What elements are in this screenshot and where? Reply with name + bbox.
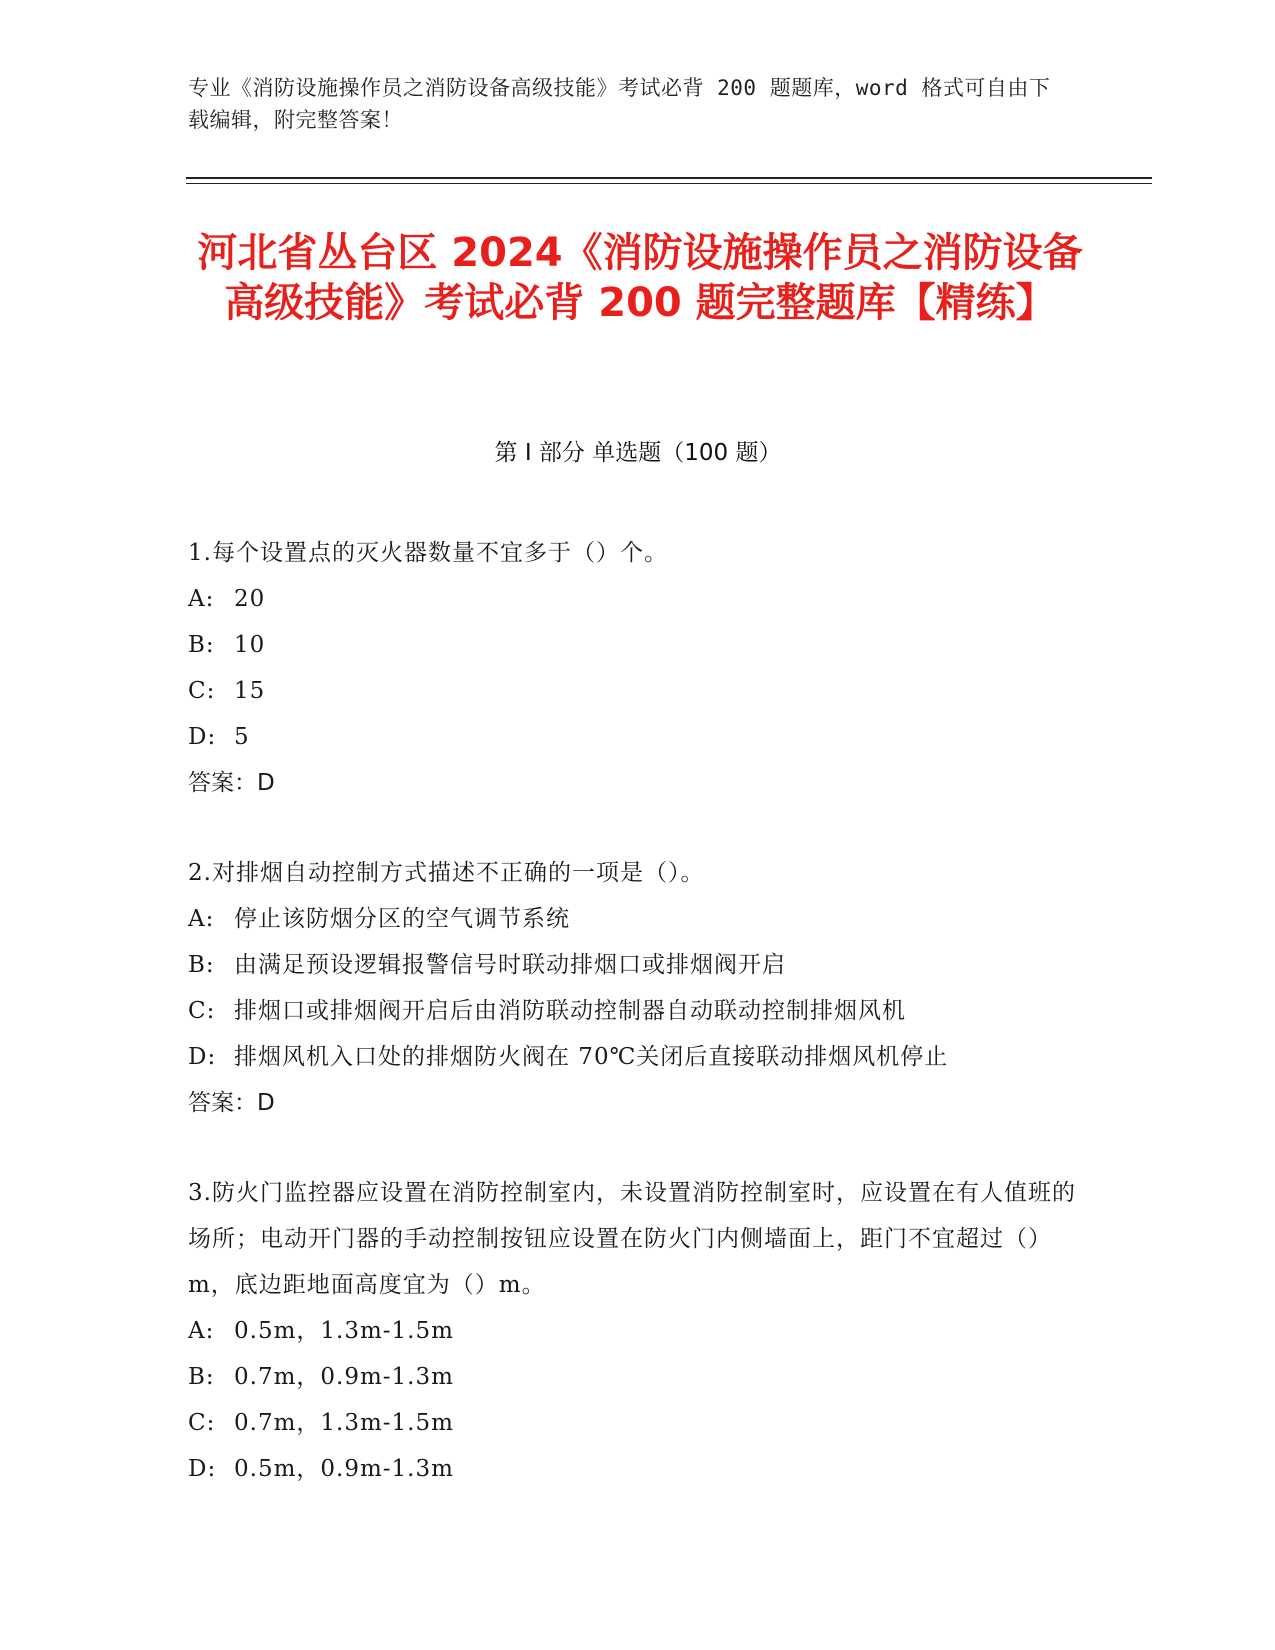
option-d	[188, 1034, 1088, 1080]
header-rule-thick	[186, 177, 1152, 179]
option-text: 0.7m，1.3m-1.5m	[234, 1410, 454, 1436]
option-a	[188, 896, 1088, 942]
question-stem: 2.对排烟自动控制方式描述不正确的一项是（）。	[188, 860, 705, 886]
option-a	[188, 576, 1088, 622]
option-letter: D:	[188, 724, 217, 750]
option-text: 排烟风机入口处的排烟防火阀在 70℃关闭后直接联动排烟风机停止	[234, 1044, 949, 1070]
option-b	[188, 622, 1088, 668]
option-c	[188, 988, 1088, 1034]
option-letter: C:	[188, 998, 216, 1024]
option-text: 5	[234, 724, 250, 750]
option-letter: B:	[188, 1364, 215, 1390]
header-rule-thin	[186, 183, 1152, 184]
option-b	[188, 1354, 1088, 1400]
option-text: 0.7m，0.9m-1.3m	[234, 1364, 454, 1390]
option-letter: A:	[188, 906, 215, 932]
answer: 答案：D	[188, 770, 275, 796]
question-list	[188, 530, 1088, 1492]
option-text: 停止该防烟分区的空气调节系统	[234, 906, 570, 932]
option-text: 20	[234, 586, 266, 612]
option-d	[188, 714, 1088, 760]
option-text: 15	[234, 678, 266, 704]
question-3	[188, 1170, 1088, 1492]
document-title: 河北省丛台区 2024《消防设施操作员之消防设备高级技能》考试必背 200 题完整题库【精练】	[197, 230, 1083, 326]
intro-text: 专业《消防设施操作员之消防设备高级技能》考试必背 200 题题库，word 格式可自由下载编辑，附完整答案！	[188, 76, 1051, 132]
option-text: 排烟口或排烟阀开启后由消防联动控制器自动联动控制排烟风机	[234, 998, 906, 1024]
answer: 答案：D	[188, 1090, 275, 1116]
option-letter: A:	[188, 1318, 215, 1344]
option-letter: B:	[188, 952, 215, 978]
option-text: 0.5m，1.3m-1.5m	[234, 1318, 454, 1344]
question-stem: 3.防火门监控器应设置在消防控制室内，未设置消防控制室时，应设置在有人值班的场所；电动开门器的手动控制按钮应设置在防火门内侧墙面上，距门不宜超过（）m，底边距地面高度宜为（）m。	[188, 1180, 1076, 1298]
option-c	[188, 1400, 1088, 1446]
option-letter: B:	[188, 632, 215, 658]
option-c	[188, 668, 1088, 714]
option-a	[188, 1308, 1088, 1354]
question-1	[188, 530, 1088, 806]
option-text: 由满足预设逻辑报警信号时联动排烟口或排烟阀开启	[234, 952, 786, 978]
question-2	[188, 850, 1088, 1126]
option-letter: C:	[188, 678, 216, 704]
option-d	[188, 1446, 1088, 1492]
option-text: 10	[234, 632, 266, 658]
section-title: 第 I 部分 单选题（100 题）	[494, 440, 782, 466]
option-b	[188, 942, 1088, 988]
option-text: 0.5m，0.9m-1.3m	[234, 1456, 454, 1482]
option-letter: D:	[188, 1044, 217, 1070]
option-letter: A:	[188, 586, 215, 612]
question-stem: 1.每个设置点的灭火器数量不宜多于（）个。	[188, 540, 668, 566]
option-letter: C:	[188, 1410, 216, 1436]
option-letter: D:	[188, 1456, 217, 1482]
